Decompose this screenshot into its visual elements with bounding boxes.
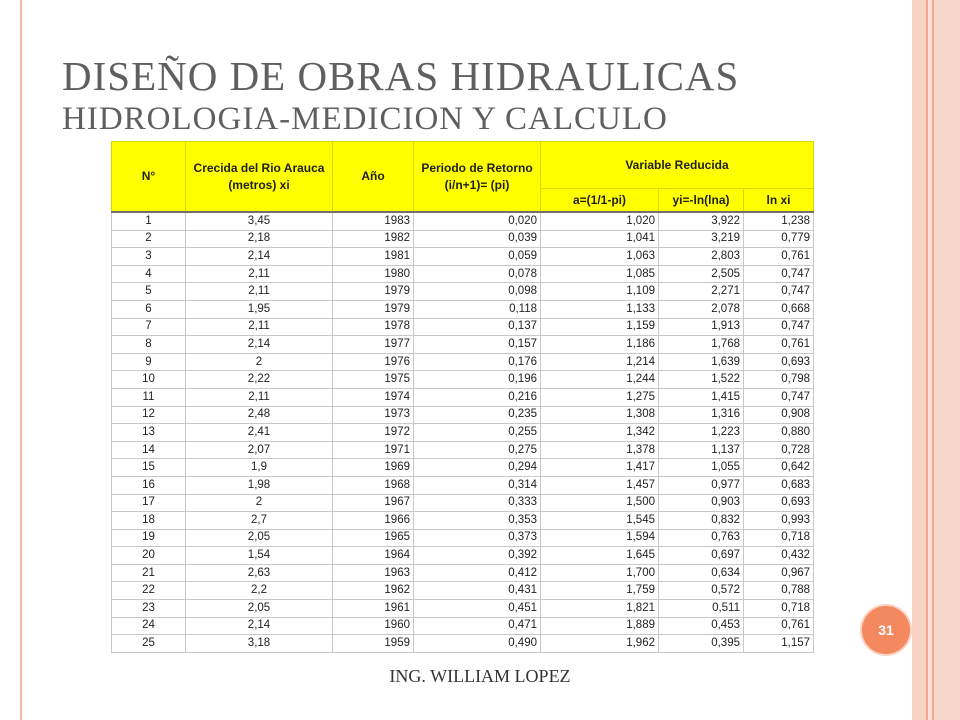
- slide-subtitle: HIDROLOGIA-MEDICION Y CALCULO: [62, 101, 668, 137]
- table-cell: 0,275: [414, 441, 541, 459]
- table-cell: 2,803: [659, 248, 744, 266]
- table-cell: 0,993: [744, 512, 814, 530]
- header-yi: yi=-ln(lna): [659, 189, 744, 213]
- table-cell: 9: [112, 353, 186, 371]
- table-cell: 23: [112, 600, 186, 618]
- header-anio: Año: [333, 142, 414, 213]
- table-cell: 0,216: [414, 388, 541, 406]
- table-cell: 2,05: [186, 600, 333, 618]
- table-cell: 2,22: [186, 371, 333, 389]
- table-cell: 1,214: [541, 353, 659, 371]
- left-decorative-rule: [20, 0, 22, 720]
- table-cell: 0,196: [414, 371, 541, 389]
- header-a: a=(1/1-pi): [541, 189, 659, 213]
- table-cell: 0,451: [414, 600, 541, 618]
- table-cell: 1983: [333, 212, 414, 230]
- table-cell: 15: [112, 459, 186, 477]
- table-cell: 6: [112, 300, 186, 318]
- table-cell: 1971: [333, 441, 414, 459]
- table-cell: 0,747: [744, 265, 814, 283]
- table-cell: 0,903: [659, 494, 744, 512]
- table-cell: 0,118: [414, 300, 541, 318]
- table-cell: 11: [112, 388, 186, 406]
- table-cell: 13: [112, 424, 186, 442]
- table-cell: 0,235: [414, 406, 541, 424]
- table-cell: 1,085: [541, 265, 659, 283]
- table-cell: 3,18: [186, 635, 333, 653]
- table-cell: 0,392: [414, 547, 541, 565]
- table-cell: 1978: [333, 318, 414, 336]
- table-cell: 2,14: [186, 617, 333, 635]
- table-cell: 2,7: [186, 512, 333, 530]
- table-cell: 2,07: [186, 441, 333, 459]
- table-cell: 1,889: [541, 617, 659, 635]
- table-row: [112, 476, 814, 494]
- table-cell: 2,14: [186, 248, 333, 266]
- table-cell: 1,041: [541, 230, 659, 248]
- table-row: [112, 265, 814, 283]
- table-row: [112, 371, 814, 389]
- table-cell: 1,157: [744, 635, 814, 653]
- table-cell: 1961: [333, 600, 414, 618]
- flood-data-table: [111, 141, 814, 653]
- table-cell: 1967: [333, 494, 414, 512]
- table-body: [112, 212, 814, 652]
- table-row: [112, 600, 814, 618]
- table-cell: 0,572: [659, 582, 744, 600]
- table-cell: 0,683: [744, 476, 814, 494]
- table-cell: 12: [112, 406, 186, 424]
- table-cell: 0,832: [659, 512, 744, 530]
- table-cell: 0,432: [744, 547, 814, 565]
- table-cell: 0,788: [744, 582, 814, 600]
- table-cell: 0,294: [414, 459, 541, 477]
- table-cell: 2,11: [186, 265, 333, 283]
- table-row: [112, 230, 814, 248]
- table-cell: 1981: [333, 248, 414, 266]
- table-cell: 1973: [333, 406, 414, 424]
- table-cell: 0,747: [744, 283, 814, 301]
- table-cell: 0,880: [744, 424, 814, 442]
- table-cell: 0,761: [744, 336, 814, 354]
- header-n: N°: [112, 142, 186, 213]
- table-cell: 16: [112, 476, 186, 494]
- table-cell: 1,962: [541, 635, 659, 653]
- table-cell: 0,697: [659, 547, 744, 565]
- table-cell: 25: [112, 635, 186, 653]
- slide-title: DISEÑO DE OBRAS HIDRAULICAS: [62, 53, 740, 99]
- table-row: [112, 635, 814, 653]
- table-cell: 0,908: [744, 406, 814, 424]
- table-cell: 8: [112, 336, 186, 354]
- table-cell: 0,453: [659, 617, 744, 635]
- table-cell: 1,417: [541, 459, 659, 477]
- table-cell: 0,490: [414, 635, 541, 653]
- table-row: [112, 318, 814, 336]
- table-cell: 1968: [333, 476, 414, 494]
- table-cell: 1,500: [541, 494, 659, 512]
- header-lnxi: ln xi: [744, 189, 814, 213]
- table-cell: 2,41: [186, 424, 333, 442]
- table-cell: 1,9: [186, 459, 333, 477]
- table-cell: 1,378: [541, 441, 659, 459]
- table-cell: 0,137: [414, 318, 541, 336]
- table-cell: 1,95: [186, 300, 333, 318]
- table-cell: 0,779: [744, 230, 814, 248]
- table-cell: 0,412: [414, 564, 541, 582]
- table-cell: 0,059: [414, 248, 541, 266]
- table-cell: 2,505: [659, 265, 744, 283]
- table-cell: 1980: [333, 265, 414, 283]
- table-cell: 1,342: [541, 424, 659, 442]
- table-cell: 0,798: [744, 371, 814, 389]
- table-cell: 1,821: [541, 600, 659, 618]
- table-cell: 1982: [333, 230, 414, 248]
- table-cell: 1966: [333, 512, 414, 530]
- table-cell: 24: [112, 617, 186, 635]
- table-cell: 1969: [333, 459, 414, 477]
- data-table-container: [111, 141, 813, 653]
- table-cell: 0,157: [414, 336, 541, 354]
- table-row: [112, 529, 814, 547]
- table-cell: 0,353: [414, 512, 541, 530]
- table-row: [112, 582, 814, 600]
- table-cell: 0,718: [744, 600, 814, 618]
- table-cell: 0,314: [414, 476, 541, 494]
- table-cell: 0,098: [414, 283, 541, 301]
- table-cell: 0,761: [744, 248, 814, 266]
- table-cell: 1,522: [659, 371, 744, 389]
- table-cell: 1,109: [541, 283, 659, 301]
- right-decorative-stripe: [912, 0, 926, 720]
- table-cell: 0,761: [744, 617, 814, 635]
- table-cell: 1,055: [659, 459, 744, 477]
- table-cell: 1963: [333, 564, 414, 582]
- table-cell: 0,078: [414, 265, 541, 283]
- table-row: [112, 212, 814, 230]
- header-periodo: Periodo de Retorno (i/n+1)= (pi): [414, 142, 541, 213]
- table-cell: 2,11: [186, 283, 333, 301]
- table-cell: 0,020: [414, 212, 541, 230]
- table-cell: 1,020: [541, 212, 659, 230]
- table-cell: 1,639: [659, 353, 744, 371]
- table-cell: 0,668: [744, 300, 814, 318]
- table-cell: 0,176: [414, 353, 541, 371]
- table-cell: 1,223: [659, 424, 744, 442]
- table-cell: 1,98: [186, 476, 333, 494]
- table-cell: 1,275: [541, 388, 659, 406]
- table-cell: 0,747: [744, 318, 814, 336]
- table-cell: 1964: [333, 547, 414, 565]
- table-row: [112, 300, 814, 318]
- table-cell: 0,395: [659, 635, 744, 653]
- footer-author: ING. WILLIAM LOPEZ: [389, 666, 571, 686]
- table-cell: 0,431: [414, 582, 541, 600]
- table-cell: 0,333: [414, 494, 541, 512]
- table-cell: 1,238: [744, 212, 814, 230]
- table-cell: 2,14: [186, 336, 333, 354]
- table-row: [112, 424, 814, 442]
- table-cell: 2,2: [186, 582, 333, 600]
- table-cell: 22: [112, 582, 186, 600]
- table-row: [112, 459, 814, 477]
- table-cell: 2,05: [186, 529, 333, 547]
- table-cell: 1,545: [541, 512, 659, 530]
- table-cell: 2,63: [186, 564, 333, 582]
- table-cell: 1,137: [659, 441, 744, 459]
- table-cell: 3,922: [659, 212, 744, 230]
- table-cell: 0,728: [744, 441, 814, 459]
- slide-title-block: [62, 52, 902, 138]
- table-cell: 2,078: [659, 300, 744, 318]
- table-cell: 2: [186, 353, 333, 371]
- table-cell: 3,219: [659, 230, 744, 248]
- table-cell: 1,063: [541, 248, 659, 266]
- table-row: [112, 441, 814, 459]
- table-cell: 21: [112, 564, 186, 582]
- right-decorative-stripe: [934, 0, 960, 720]
- table-cell: 0,763: [659, 529, 744, 547]
- table-cell: 2: [186, 494, 333, 512]
- table-cell: 19: [112, 529, 186, 547]
- header-variable-reducida: Variable Reducida: [541, 142, 814, 189]
- table-row: [112, 283, 814, 301]
- table-cell: 1975: [333, 371, 414, 389]
- table-cell: 1,913: [659, 318, 744, 336]
- table-row: [112, 494, 814, 512]
- table-cell: 0,977: [659, 476, 744, 494]
- table-cell: 0,471: [414, 617, 541, 635]
- table-cell: 1: [112, 212, 186, 230]
- table-cell: 1972: [333, 424, 414, 442]
- table-cell: 1,594: [541, 529, 659, 547]
- table-cell: 0,373: [414, 529, 541, 547]
- table-row: [112, 617, 814, 635]
- table-row: [112, 512, 814, 530]
- table-cell: 0,255: [414, 424, 541, 442]
- table-cell: 0,039: [414, 230, 541, 248]
- table-cell: 0,967: [744, 564, 814, 582]
- table-cell: 1,645: [541, 547, 659, 565]
- table-cell: 17: [112, 494, 186, 512]
- table-row: [112, 547, 814, 565]
- table-cell: 20: [112, 547, 186, 565]
- table-cell: 2,271: [659, 283, 744, 301]
- table-cell: 1,768: [659, 336, 744, 354]
- table-cell: 2,18: [186, 230, 333, 248]
- table-cell: 2: [112, 230, 186, 248]
- table-cell: 0,693: [744, 494, 814, 512]
- table-row: [112, 248, 814, 266]
- table-cell: 2,11: [186, 388, 333, 406]
- table-cell: 0,511: [659, 600, 744, 618]
- table-cell: 1,159: [541, 318, 659, 336]
- table-row: [112, 406, 814, 424]
- table-cell: 1,133: [541, 300, 659, 318]
- table-cell: 1,457: [541, 476, 659, 494]
- table-cell: 1,54: [186, 547, 333, 565]
- table-cell: 2,11: [186, 318, 333, 336]
- table-cell: 1959: [333, 635, 414, 653]
- table-cell: 0,718: [744, 529, 814, 547]
- table-cell: 1974: [333, 388, 414, 406]
- table-cell: 10: [112, 371, 186, 389]
- table-row: [112, 564, 814, 582]
- table-row: [112, 388, 814, 406]
- table-cell: 3,45: [186, 212, 333, 230]
- table-cell: 1,308: [541, 406, 659, 424]
- table-cell: 1979: [333, 300, 414, 318]
- table-cell: 7: [112, 318, 186, 336]
- table-cell: 4: [112, 265, 186, 283]
- table-cell: 0,642: [744, 459, 814, 477]
- table-cell: 1977: [333, 336, 414, 354]
- page-number-badge: 31: [862, 606, 910, 654]
- table-cell: 0,693: [744, 353, 814, 371]
- table-row: [112, 336, 814, 354]
- table-cell: 1,316: [659, 406, 744, 424]
- table-cell: 1965: [333, 529, 414, 547]
- header-crecida: Crecida del Rio Arauca (metros) xi: [186, 142, 333, 213]
- table-cell: 14: [112, 441, 186, 459]
- table-cell: 1979: [333, 283, 414, 301]
- table-row: [112, 353, 814, 371]
- table-cell: 1,759: [541, 582, 659, 600]
- table-cell: 0,747: [744, 388, 814, 406]
- table-cell: 1,244: [541, 371, 659, 389]
- table-cell: 1,186: [541, 336, 659, 354]
- table-cell: 1960: [333, 617, 414, 635]
- table-cell: 1976: [333, 353, 414, 371]
- table-cell: 2,48: [186, 406, 333, 424]
- table-cell: 1,700: [541, 564, 659, 582]
- table-cell: 0,634: [659, 564, 744, 582]
- table-cell: 3: [112, 248, 186, 266]
- table-cell: 1,415: [659, 388, 744, 406]
- table-cell: 5: [112, 283, 186, 301]
- table-cell: 1962: [333, 582, 414, 600]
- table-cell: 18: [112, 512, 186, 530]
